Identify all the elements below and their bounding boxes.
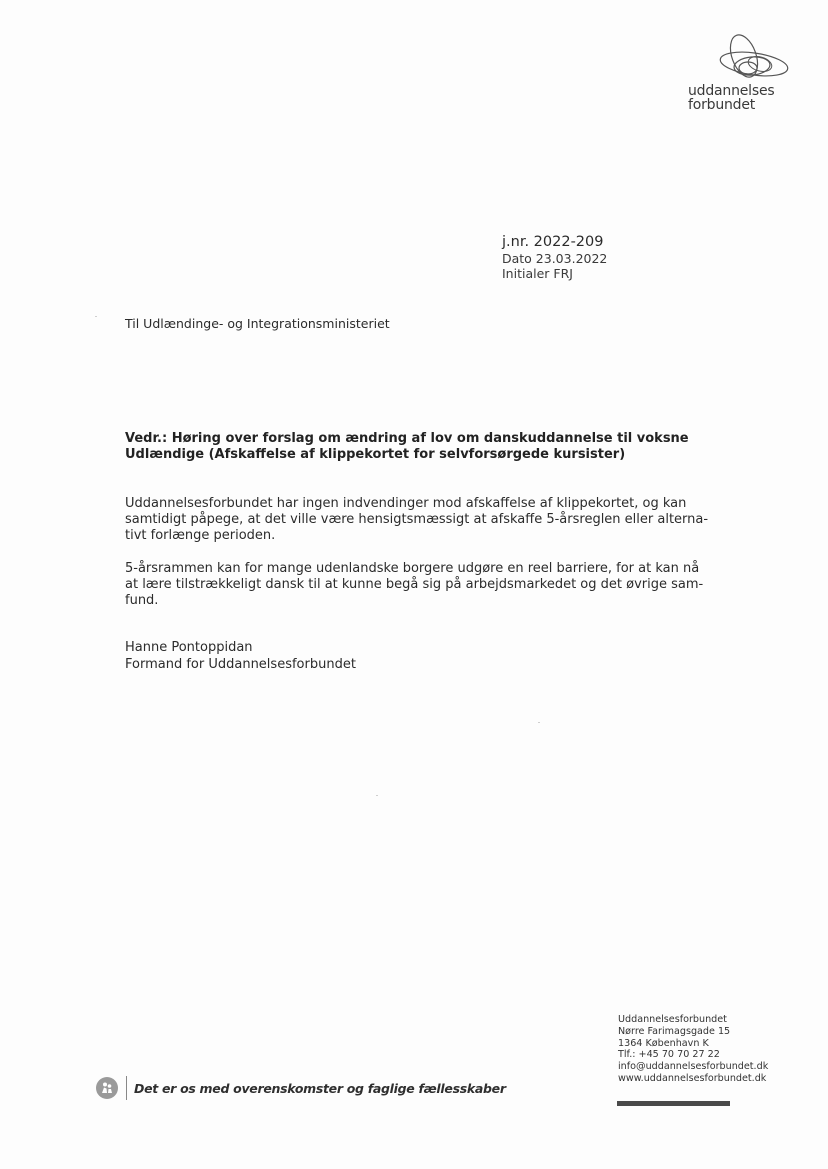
signatory-title: Formand for Uddannelsesforbundet: [125, 656, 356, 672]
paragraph-2: [125, 561, 735, 610]
journal-number: j.nr. 2022-209: [502, 234, 604, 250]
footer-slogan: [96, 1074, 506, 1102]
people-icon: [96, 1077, 118, 1099]
interlocking-rings-logo-icon: [708, 20, 800, 82]
organization-logo: [688, 20, 798, 120]
paragraph-1-line-3: tivt forlænge perioden.: [125, 528, 276, 544]
address-org: Uddannelsesforbundet: [618, 1014, 727, 1025]
signatory-name: Hanne Pontoppidan: [125, 640, 253, 655]
logo-line-1: uddannelses: [688, 83, 775, 99]
paragraph-2-line-3: fund.: [125, 593, 159, 609]
recipient: Til Udlændinge- og Integrationsministeriet: [125, 316, 390, 331]
scan-speck: [95, 316, 97, 317]
date: Dato 23.03.2022: [502, 251, 608, 266]
scan-speck: [376, 795, 378, 796]
logo-line-2: forbundet: [688, 97, 756, 113]
logo-wordmark: [688, 84, 774, 112]
initials: Initialer FRJ: [502, 266, 573, 281]
signature-block: [125, 640, 356, 673]
scan-speck: [538, 722, 540, 723]
slogan-text: Det er os med overenskomster og faglige fællesskaber: [134, 1080, 506, 1096]
paragraph-2-line-1: 5-årsrammen kan for mange udenlandske borgere udgøre en reel barriere, for at kan nå: [125, 560, 700, 576]
address-email: info@uddannelsesforbundet.dk: [618, 1061, 769, 1073]
letter-body: [125, 496, 735, 625]
paragraph-1-line-2: samtidigt påpege, at det ville være hensigtsmæssigt at afskaffe 5-årsreglen eller alterna-: [125, 512, 709, 528]
paragraph-1-line-1: Uddannelsesforbundet har ingen indvendinger mod afskaffelse af klippekortet, og kan: [125, 496, 687, 511]
address-phone: Tlf.: +45 70 70 27 22: [618, 1049, 720, 1061]
subject-heading: [125, 431, 745, 463]
paragraph-1: [125, 496, 735, 545]
footer-bar: [617, 1101, 730, 1106]
subject-line-2: Udlændige (Afskaffelse af klippekortet for selvforsørgede kursister): [125, 447, 626, 462]
slogan-divider: [126, 1076, 127, 1100]
address-city: 1364 København K: [618, 1037, 709, 1049]
address-street: Nørre Farimagsgade 15: [618, 1025, 731, 1037]
subject-line-1: Vedr.: Høring over forslag om ændring af lov om danskuddannelse til voksne: [125, 431, 689, 446]
reference-block: [502, 234, 607, 281]
paragraph-2-line-2: at lære tilstrækkeligt dansk til at kunne begå sig på arbejdsmarkedet og det øvrige sam-: [125, 576, 704, 592]
address-web: www.uddannelsesforbundet.dk: [618, 1072, 767, 1084]
footer-address: [618, 1014, 768, 1085]
